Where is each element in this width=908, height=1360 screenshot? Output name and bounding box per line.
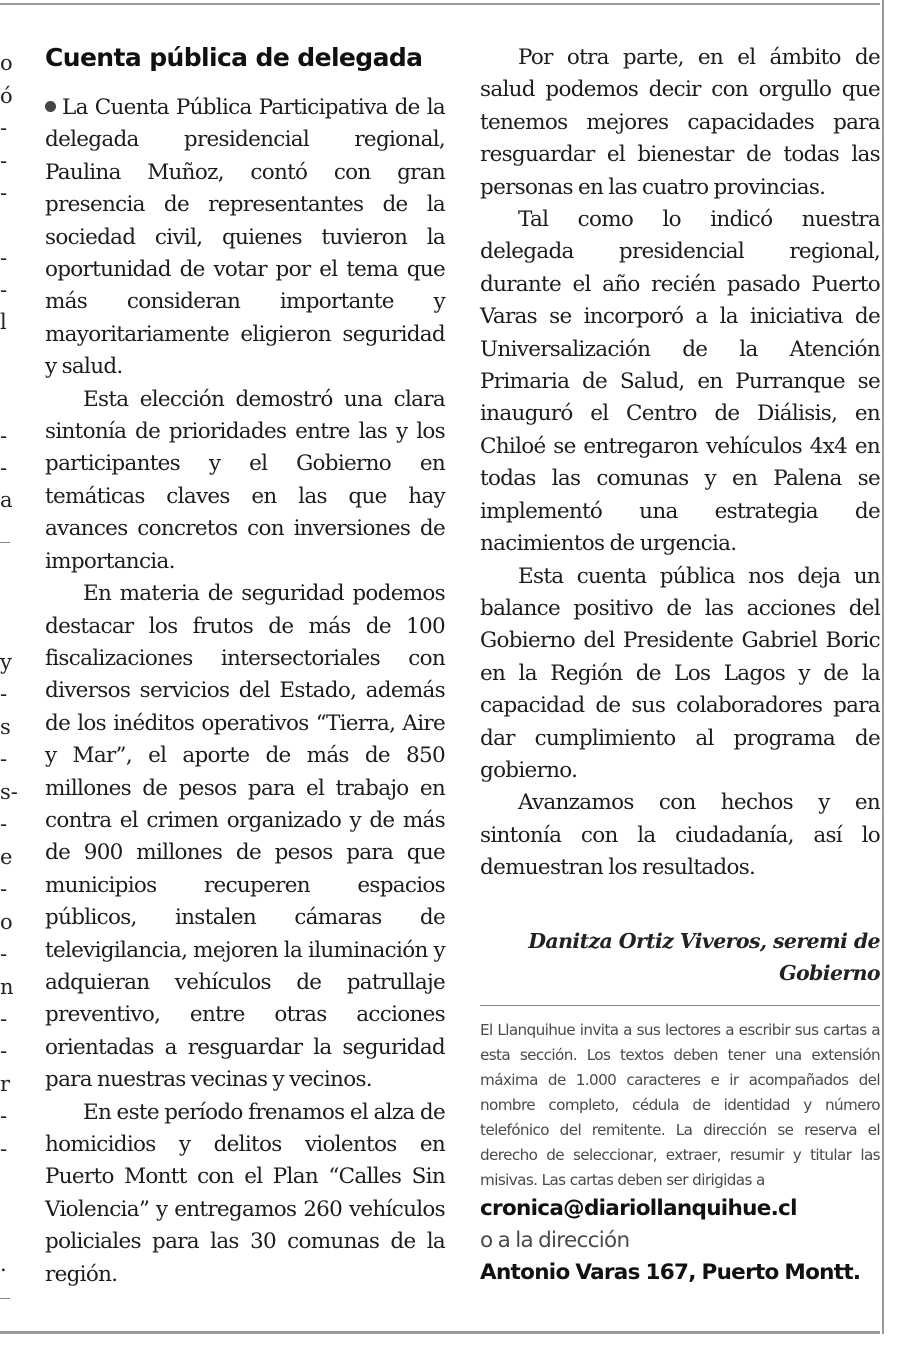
- top-rule: [0, 3, 880, 5]
- article-paragraph: Esta elección demostró una clara sintonía de prioridades entre las y los participantes y el Gobierno en temáticas claves en las que hay avances concretos con inversiones de importancia.: [45, 386, 445, 574]
- fragment: -: [0, 456, 8, 480]
- fragment: -: [0, 278, 8, 302]
- fragment: -: [0, 1007, 8, 1031]
- fragment: -: [0, 812, 8, 836]
- fragment: s: [0, 715, 11, 739]
- fragment: r: [0, 1072, 11, 1096]
- fragment: l: [0, 310, 7, 334]
- article-paragraph: Tal como lo indicó nuestra delegada presidencial regional, durante el año recién pasado Puerto Varas se incorporó a la iniciativa de Universalización de la Atención Primaria de Salud, en Purranque se inauguró el Centro de Diálisis, en Chiloé se entregaron vehículos 4x4 en todas las comunas y en Palena se implementó una estrategia de nacimientos de urgencia.: [480, 207, 880, 557]
- article-paragraph: En materia de seguridad podemos destacar los frutos de más de 100 fiscalizaciones intersectoriales con diversos servicios del Estado, además de los inéditos operativos “Tierra, Aire y Mar”, el aporte de más de 850 millones de pesos para el trabajo en contra el crimen organizado y de más de 900 millones de pesos para que municipios recuperen espacios públicos, instalen cámaras de televigilancia, mejoren la iluminación y adquieran vehículos de patrullaje preventivo, entre otras acciones orientadas a resguardar la seguridad para nuestras vecinas y vecinos.: [45, 581, 445, 1093]
- article-right-column: [480, 42, 880, 1290]
- fragment: e: [0, 845, 13, 869]
- fragment: -: [0, 942, 8, 966]
- fragment: .: [0, 1252, 7, 1276]
- fragment: -: [0, 682, 8, 706]
- fragment: -: [0, 149, 8, 173]
- fragment: -: [0, 877, 8, 901]
- submission-note: [480, 1018, 880, 1193]
- note-text: El Llanquihue invita a sus lectores a escribir sus cartas a esta sección. Los textos deben tener una extensión máxima de 1.000 caracteres e ir acompañados del nombre completo, cédula de identidad y número telefónico del remitente. La dirección se reserva el derecho de seleccionar, extraer, resumir y titular las misivas. Las cartas deben ser dirigidas a: [480, 1020, 880, 1189]
- article-paragraph: Por otra parte, en el ámbito de salud podemos decir con orgullo que tenemos mejores capacidades para resguardar el bienestar de todas las personas en las cuatro provincias.: [480, 45, 880, 200]
- author-signature: Danitza Ortiz Viveros, seremi de Gobierno: [528, 928, 880, 985]
- paragraph-text: La Cuenta Pública Participativa de la delegada presidencial regional, Paulina Muñoz, contó con gran presencia de representantes de la sociedad civil, quienes tuvieron la oportunidad de votar por el tema que más consideran importante y mayoritariamente eligieron seguridad y salud.: [45, 95, 445, 380]
- fragment-rule: [0, 542, 10, 543]
- address-intro: o a la dirección: [480, 1227, 630, 1253]
- article-paragraph: Esta cuenta pública nos deja un balance positivo de las acciones del Gobierno del Presidente Gabriel Boric en la Región de Los Lagos y de la capacidad de sus colaboradores para dar cumplimiento al programa de gobierno.: [480, 563, 880, 783]
- right-column-rule: [882, 0, 884, 1334]
- fragment: a: [0, 488, 13, 512]
- article-paragraph: Avanzamos con hechos y en sintonía con la ciudadanía, así lo demuestran los resultados.: [480, 790, 880, 881]
- fragment: -: [0, 1104, 8, 1128]
- fragment: n: [0, 975, 14, 999]
- fragment: -: [0, 424, 8, 448]
- bullet-icon: [45, 101, 56, 112]
- fragment: o: [0, 51, 13, 75]
- fragment: -: [0, 116, 8, 140]
- fragment: -: [0, 181, 8, 205]
- fragment: o: [0, 910, 13, 934]
- fragment: ó: [0, 84, 13, 108]
- contact-email[interactable]: cronica@diariollanquihue.cl: [480, 1195, 797, 1221]
- fragment: s-: [0, 780, 18, 804]
- fragment: -: [0, 246, 8, 270]
- fragment: -: [0, 747, 8, 771]
- note-divider: [480, 1005, 880, 1006]
- article-paragraph: En este período frenamos el alza de homicidios y delitos violentos en Puerto Montt con el Plan “Calles Sin Violencia” y entregamos 260 vehículos policiales para las 30 comunas de la región.: [45, 1099, 445, 1287]
- bottom-rule: [0, 1331, 880, 1334]
- article-title: Cuenta pública de delegada: [45, 43, 423, 72]
- article-paragraph: [45, 92, 445, 384]
- fragment-rule: [0, 1298, 10, 1299]
- fragment: y: [0, 650, 12, 674]
- fragment: -: [0, 1039, 8, 1063]
- fragment: -: [0, 1137, 8, 1161]
- postal-address: Antonio Varas 167, Puerto Montt.: [480, 1260, 861, 1286]
- article-left-column: [45, 38, 445, 1291]
